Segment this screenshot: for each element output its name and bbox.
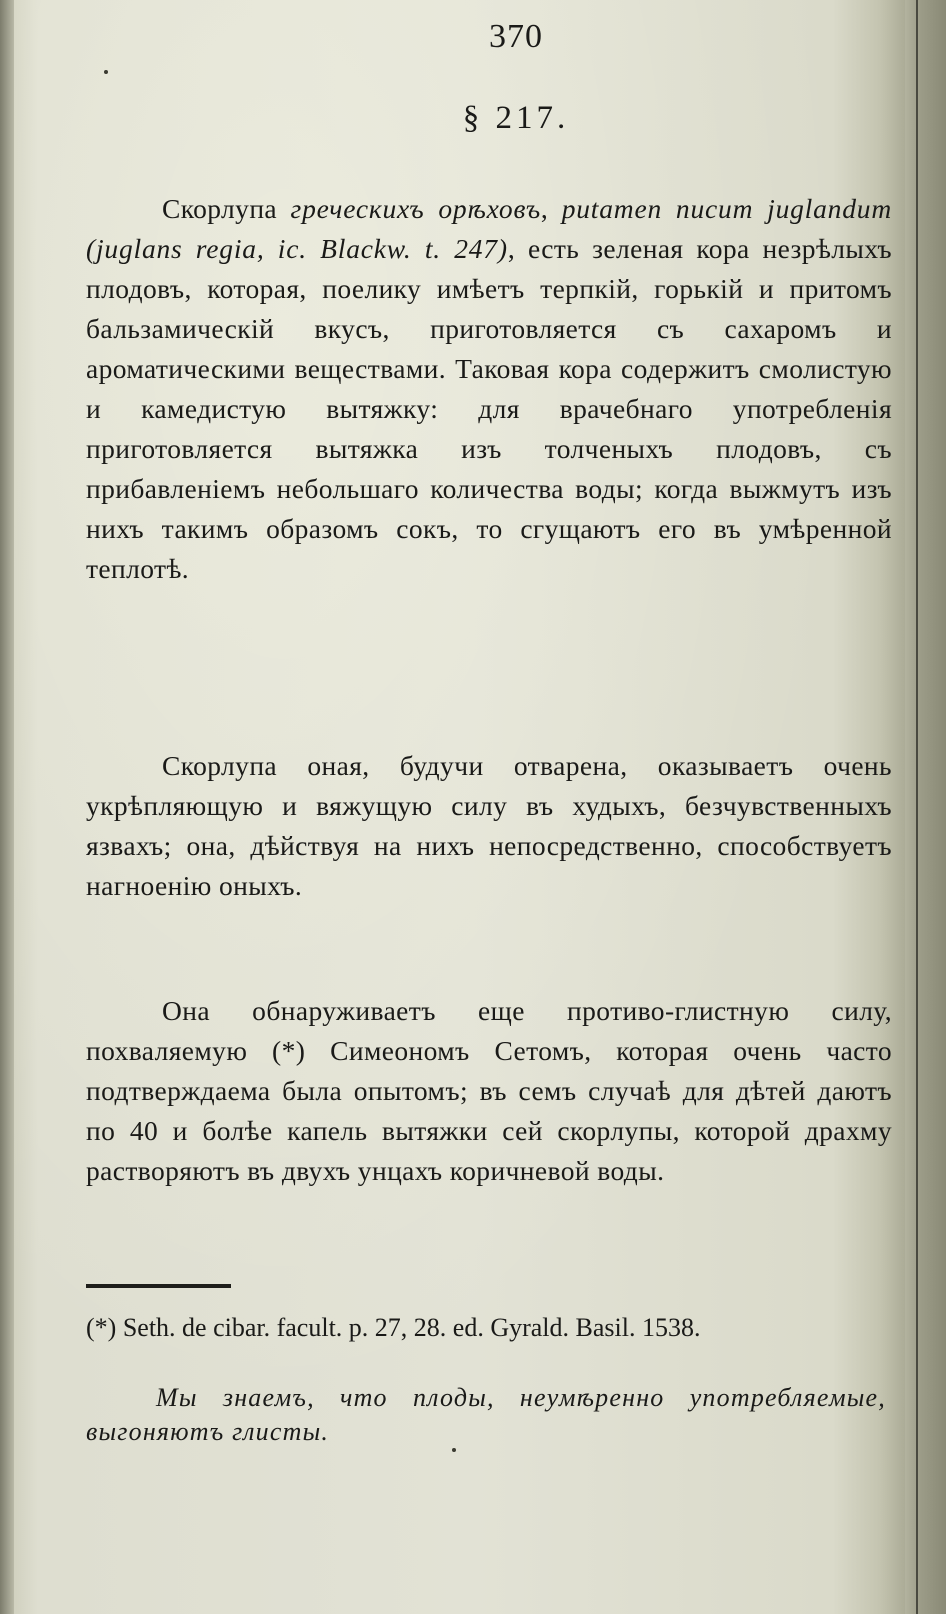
paragraph-1: [86, 189, 892, 589]
page-gutter: [0, 0, 14, 1614]
paragraph-1-body: , есть зеленая кора незрѣлыхъ плодовъ, которая, поелику имѣетъ терпкій, горькій и притомъ бальзамическій вкусъ, приготовляется съ сахаромъ и ароматическими веществами. Таковая кора содержитъ смолистую и камедистую вытяжку: для врачебнаго употребленія приготовляется вытяжка изъ толченыхъ плодовъ, съ прибавленіемъ небольшаго количества воды; когда выжмутъ изъ нихъ такимъ образомъ сокъ, то сгущаютъ его въ умѣренной теплотѣ.: [86, 232, 893, 584]
page-number: 370: [489, 18, 543, 55]
paper-speck: [104, 70, 108, 74]
page-edge-line: [916, 0, 918, 1614]
footnote-rule: [86, 1284, 231, 1288]
paragraph-3: Она обнаруживаетъ еще противо-глистную силу, похваляемую (*) Симеономъ Сетомъ, которая очень часто подтверждаема была опытомъ; въ семъ случаѣ для дѣтей даютъ по 40 и болѣе капель вытяжки сей скорлупы, которой драхму растворяютъ въ двухъ унцахъ коричневой воды.: [86, 994, 892, 1186]
page-edge: [905, 0, 946, 1614]
paragraph-1-russian-term: греческихъ орѣховъ: [290, 192, 541, 224]
paragraph-2: Скорлупа оная, будучи отварена, оказываетъ очень укрѣпляющую и вяжущую силу въ худыхъ, безчувственныхъ язвахъ; она, дѣйствуя на нихъ непосредственно, способствуетъ нагноенію оныхъ.: [86, 749, 892, 901]
footnote-remark: Мы знаемъ, что плоды, неумѣренно употребляемые, выгоняютъ глисты.: [86, 1383, 886, 1446]
paragraph-1-sep: ,: [540, 192, 562, 224]
paragraph-1-latin-term: putamen nucum juglandum (juglans regia, ic. Blackw. t. 247): [86, 192, 892, 264]
section-heading: § 217.: [462, 100, 570, 136]
footnote-citation: (*) Seth. de cibar. facult. p. 27, 28. ed. Gyrald. Basil. 1538.: [86, 1313, 701, 1342]
paragraph-1-lead: Скорлупа: [162, 192, 291, 224]
